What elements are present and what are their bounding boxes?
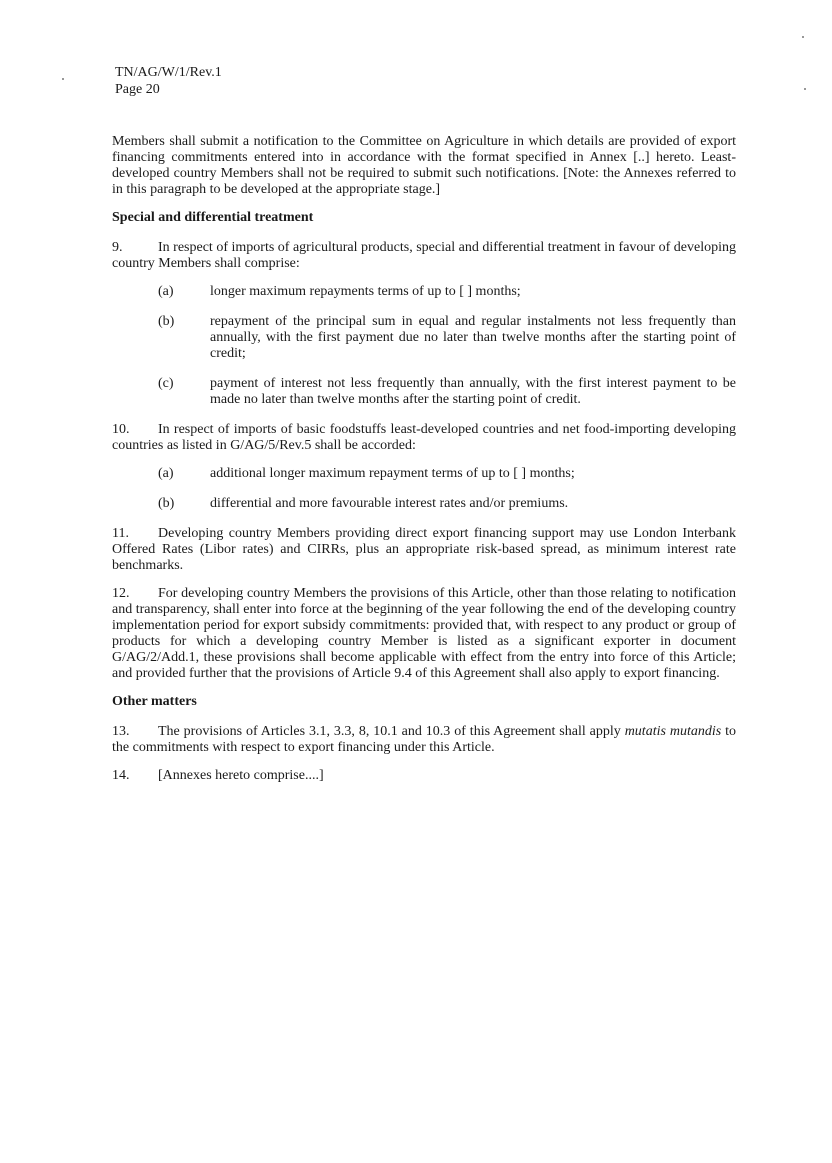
list-item-text: payment of interest not less frequently than annually, with the first interest payment to be made no later than twelve months after the starting point of credit. bbox=[210, 376, 736, 407]
list-item-label: (a) bbox=[158, 284, 174, 299]
page-number: Page 20 bbox=[115, 82, 160, 97]
section-heading-special-differential: Special and differential treatment bbox=[112, 210, 314, 225]
paragraph-text: The provisions of Articles 3.1, 3.3, 8, 10.1 and 10.3 of this Agreement shall apply bbox=[158, 724, 625, 739]
paragraph-12 bbox=[112, 586, 736, 682]
list-item-label: (b) bbox=[158, 496, 175, 511]
paragraph-9 bbox=[112, 240, 736, 272]
list-item bbox=[158, 376, 736, 408]
paragraph-13 bbox=[112, 724, 736, 756]
paragraph-number: 11. bbox=[112, 526, 129, 541]
list-item bbox=[158, 496, 736, 512]
list-item-label: (a) bbox=[158, 466, 174, 481]
paragraph-number: 13. bbox=[112, 724, 130, 739]
page-header bbox=[115, 64, 222, 98]
paragraph-number: 14. bbox=[112, 768, 130, 783]
list-item bbox=[158, 466, 736, 482]
list-item-text: differential and more favourable interest rates and/or premiums. bbox=[210, 496, 569, 511]
paragraph-11 bbox=[112, 526, 736, 574]
paragraph-number: 12. bbox=[112, 586, 130, 601]
list-item-text: longer maximum repayments terms of up to [ ] months; bbox=[210, 284, 521, 299]
scan-speck bbox=[804, 88, 806, 90]
section-heading-other-matters: Other matters bbox=[112, 694, 197, 709]
list-item-text: repayment of the principal sum in equal and regular instalments not less frequently than annually, with the first payment due no later than twelve months after the starting point of credit; bbox=[210, 314, 736, 361]
paragraph-text: [Annexes hereto comprise....] bbox=[158, 768, 324, 783]
latin-phrase: mutatis mutandis bbox=[624, 724, 722, 739]
document-symbol: TN/AG/W/1/Rev.1 bbox=[115, 65, 222, 80]
list-item-label: (b) bbox=[158, 314, 175, 329]
scan-speck bbox=[802, 36, 804, 38]
intro-paragraph: Members shall submit a notification to the Committee on Agriculture in which details are provided of export financing commitments entered into in accordance with the format specified in Annex [..] hereto. Least-developed country Members shall not be required to submit such notifications. [Note: the Annexes referred to in this paragraph to be developed at the appropriate stage.] bbox=[112, 134, 736, 197]
list-item-label: (c) bbox=[158, 376, 174, 391]
document-body bbox=[112, 134, 736, 796]
list-item bbox=[158, 314, 736, 362]
paragraph-text: For developing country Members the provisions of this Article, other than those relating to notification and transparency, shall enter into force at the beginning of the year following the end of the developing country implementation period for export subsidy commitments: provided that, with respect to any product or group of products for which a developing country Member is listed as a significant exporter in document G/AG/2/Add.1, these provisions shall become applicable with effect from the entry into force of this Article; and provided further that the provisions of Article 9.4 of this Agreement shall also apply to export financing. bbox=[112, 586, 736, 681]
paragraph-14 bbox=[112, 768, 736, 784]
paragraph-text: Developing country Members providing direct export financing support may use London Interbank Offered Rates (Libor rates) and CIRRs, plus an appropriate risk-based spread, as minimum interest rate benchmarks. bbox=[112, 526, 736, 573]
paragraph-text: In respect of imports of basic foodstuffs least-developed countries and net food-importing developing countries as listed in G/AG/5/Rev.5 shall be accorded: bbox=[112, 422, 736, 453]
paragraph-10 bbox=[112, 422, 736, 454]
paragraph-number: 9. bbox=[112, 240, 123, 255]
list-item-text: additional longer maximum repayment terms of up to [ ] months; bbox=[210, 466, 575, 481]
paragraph-number: 10. bbox=[112, 422, 130, 437]
list-item bbox=[158, 284, 736, 300]
paragraph-text-end: to the commitments with respect to export financing under this Article. bbox=[112, 724, 736, 755]
paragraph-text: In respect of imports of agricultural products, special and differential treatment in favour of developing country Members shall comprise: bbox=[112, 240, 736, 271]
scan-speck bbox=[62, 78, 64, 80]
